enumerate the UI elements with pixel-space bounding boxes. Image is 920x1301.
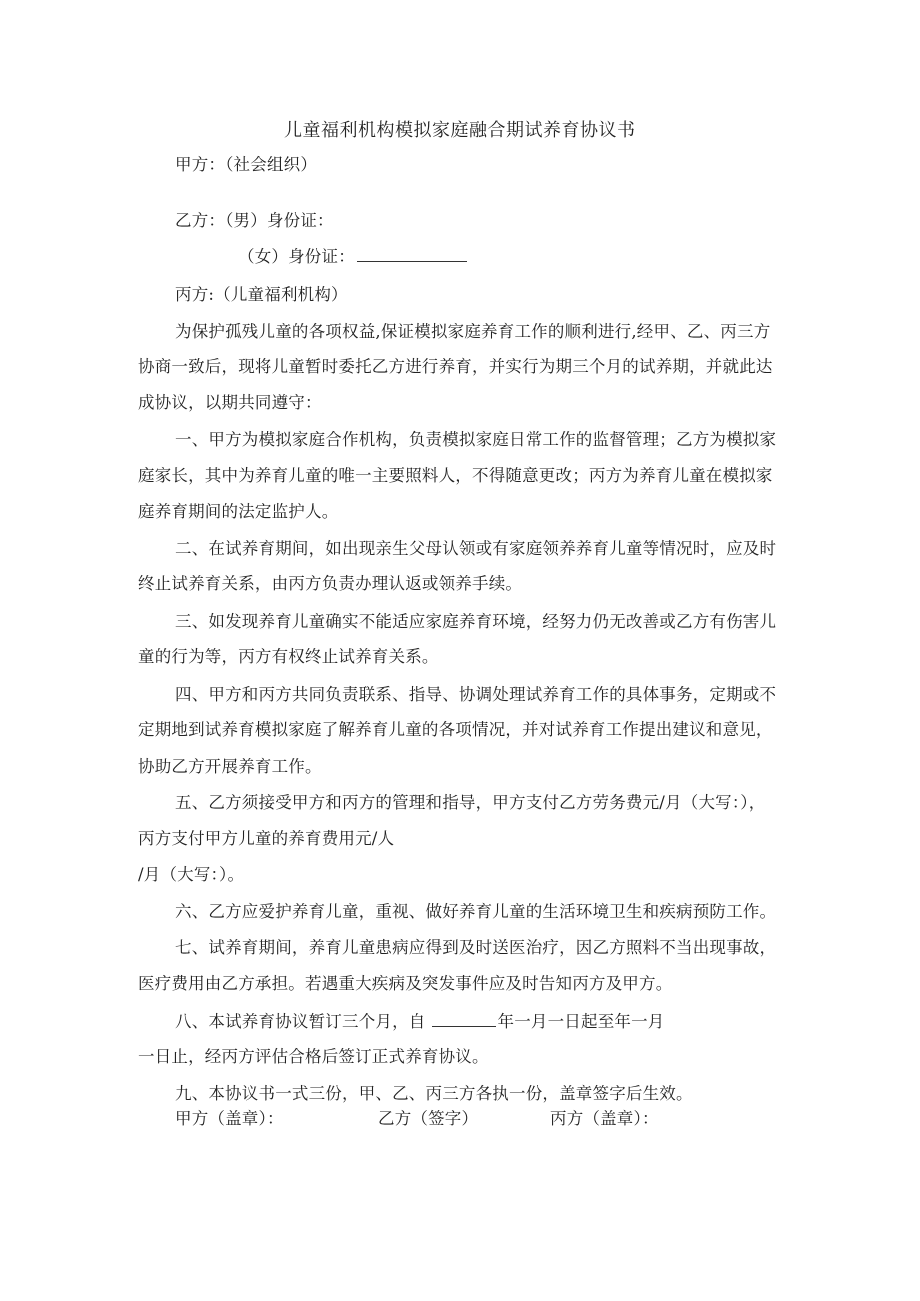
intro-line: 成协议，以期共同遵守：	[138, 393, 322, 412]
clause-5-line: 五、乙方须接受甲方和丙方的管理和指导，甲方支付乙方劳务费元/月（大写：），	[175, 793, 766, 812]
clause-5-line: /月（大写：）。	[138, 865, 245, 884]
clause-1-line: 庭养育期间的法定监护人。	[138, 502, 339, 521]
intro-line: 为保护孤残儿童的各项权益,保证模拟家庭养育工作的顺利进行,经甲、乙、丙三方	[175, 322, 771, 341]
party-b-female-label: （女）身份证：	[238, 247, 355, 266]
clause-8-line: 一日止，经丙方评估合格后签订正式养育协议。	[138, 1047, 489, 1066]
clause-2-line: 二、在试养育期间，如出现亲生父母认领或有家庭领养养育儿童等情况时，应及时	[175, 539, 777, 558]
party-b-male-line: 乙方：（男）身份证：	[175, 211, 334, 230]
party-c-line: 丙方:（儿童福利机构）	[175, 285, 348, 304]
clause-2-line: 终止试养育关系，由丙方负责办理认返或领养手续。	[138, 574, 523, 593]
clause-8-prefix: 八、本试养育协议暂订三个月，自	[175, 1012, 426, 1031]
clause-3-line: 童的行为等，丙方有权终止试养育关系。	[138, 647, 439, 666]
clause-7-line: 医疗费用由乙方承担。若遇重大疾病及突发事件应及时告知丙方及甲方。	[138, 974, 673, 993]
clause-4-line: 定期地到试养育模拟家庭了解养育儿童的各项情况，并对试养育工作提出建议和意见，	[138, 720, 773, 739]
clause-6-line: 六、乙方应爱护养育儿童，重视、做好养育儿童的生活环境卫生和疾病预防工作。	[175, 902, 777, 921]
clause-5-line: 丙方支付甲方儿童的养育费用元/人	[138, 829, 395, 848]
id-number-blank	[357, 247, 467, 262]
party-a-line: 甲方：（社会组织）	[175, 155, 318, 174]
signature-party-b: 乙方（签字）	[378, 1109, 479, 1128]
clause-9-line: 九、本协议书一式三份，甲、乙、丙三方各执一份，盖章签字后生效。	[175, 1084, 693, 1103]
start-year-blank	[432, 1012, 496, 1027]
intro-line: 协商一致后，现将儿童暂时委托乙方进行养育，并实行为期三个月的试养期，并就此达	[138, 357, 773, 376]
clause-8-suffix: 年一月一日起至年一月	[497, 1012, 665, 1031]
clause-7-line: 七、试养育期间，养育儿童患病应得到及时送医治疗，因乙方照料不当出现事故，	[175, 938, 777, 957]
clause-1-line: 庭家长，其中为养育儿童的唯一主要照料人，不得随意更改；丙方为养育儿童在模拟家	[138, 466, 773, 485]
clause-4-line: 协助乙方开展养育工作。	[138, 757, 322, 776]
signature-party-c: 丙方（盖章）：	[550, 1109, 659, 1128]
clause-4-line: 四、甲方和丙方共同负责联系、指导、协调处理试养育工作的具体事务，定期或不	[175, 685, 777, 704]
clause-3-line: 三、如发现养育儿童确实不能适应家庭养育环境，经努力仍无改善或乙方有伤害儿	[175, 612, 777, 631]
clause-1-line: 一、甲方为模拟家庭合作机构，负责模拟家庭日常工作的监督管理；乙方为模拟家	[175, 430, 777, 449]
signature-party-a: 甲方（盖章）：	[175, 1109, 284, 1128]
party-b-female-line	[238, 246, 467, 268]
document-title: 儿童福利机构模拟家庭融合期试养育协议书	[284, 120, 636, 141]
clause-8-line	[175, 1011, 665, 1033]
